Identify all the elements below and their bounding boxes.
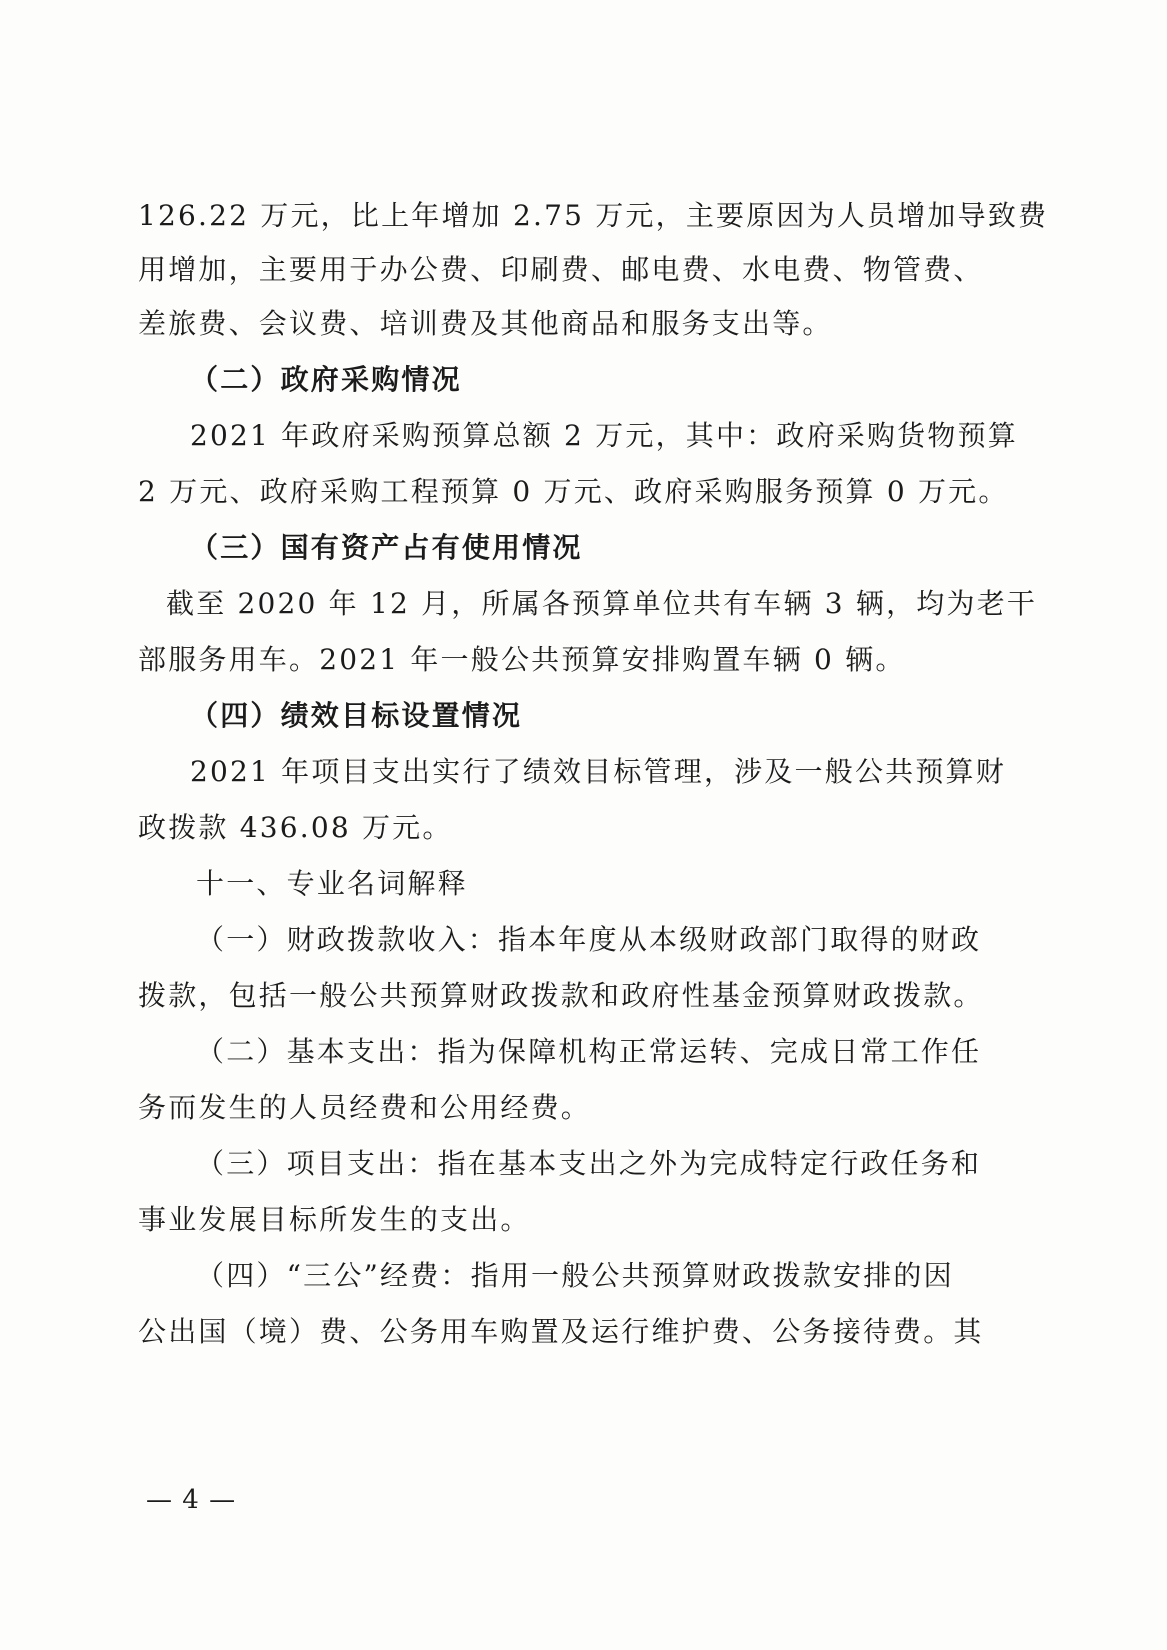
section-heading-government-procurement: （二）政府采购情况 (190, 363, 462, 396)
section-heading-state-assets: （三）国有资产占有使用情况 (190, 531, 583, 564)
paragraph-line: 公出国（境）费、公务用车购置及运行维护费、公务接待费。其 (138, 1315, 984, 1348)
paragraph-line: 事业发展目标所发生的支出。 (138, 1203, 531, 1236)
paragraph-line: 部服务用车。2021 年一般公共预算安排购置车辆 0 辆。 (138, 643, 906, 676)
paragraph-line: （四）“三公”经费：指用一般公共预算财政拨款安排的因 (196, 1259, 954, 1292)
page-number: — 4 — (146, 1485, 237, 1515)
paragraph-line: 2 万元、政府采购工程预算 0 万元、政府采购服务预算 0 万元。 (138, 475, 1009, 508)
paragraph-line: （三）项目支出：指在基本支出之外为完成特定行政任务和 (196, 1147, 982, 1180)
paragraph-line: 126.22 万元，比上年增加 2.75 万元，主要原因为人员增加导致费 (138, 199, 1049, 232)
paragraph-line: 用增加，主要用于办公费、印刷费、邮电费、水电费、物管费、 (138, 253, 984, 286)
paragraph-line: （二）基本支出：指为保障机构正常运转、完成日常工作任 (196, 1035, 982, 1068)
section-heading-glossary: 十一、专业名词解释 (196, 867, 468, 900)
paragraph-line: 2021 年项目支出实行了绩效目标管理，涉及一般公共预算财 (190, 755, 1006, 788)
paragraph-line: 务而发生的人员经费和公用经费。 (138, 1091, 592, 1124)
paragraph-line: 2021 年政府采购预算总额 2 万元，其中：政府采购货物预算 (190, 419, 1018, 452)
paragraph-line: （一）财政拨款收入：指本年度从本级财政部门取得的财政 (196, 923, 982, 956)
section-heading-performance-goals: （四）绩效目标设置情况 (190, 699, 523, 732)
paragraph-line: 差旅费、会议费、培训费及其他商品和服务支出等。 (138, 307, 833, 340)
paragraph-line: 政拨款 436.08 万元。 (138, 811, 453, 844)
paragraph-line: 截至 2020 年 12 月，所属各预算单位共有车辆 3 辆，均为老干 (166, 587, 1038, 620)
paragraph-line: 拨款，包括一般公共预算财政拨款和政府性基金预算财政拨款。 (138, 979, 984, 1012)
